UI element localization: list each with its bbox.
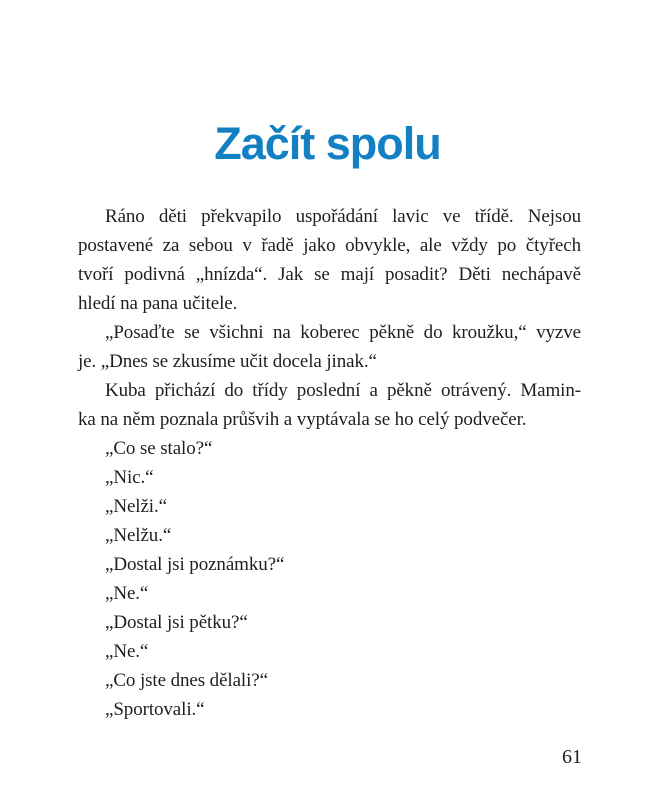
paragraph xyxy=(78,318,581,376)
paragraph xyxy=(78,579,581,608)
text-line: Ráno děti překvapilo uspořádání lavic ve třídě. Nejsou xyxy=(105,206,581,227)
text-line: „Nelžu.“ xyxy=(105,525,172,546)
page-title: Začít spolu xyxy=(214,118,441,170)
text-line: „Dostal jsi poznámku?“ xyxy=(105,554,285,575)
paragraph xyxy=(78,521,581,550)
text-line: „Sportovali.“ xyxy=(105,699,205,720)
paragraph xyxy=(78,666,581,695)
text-line: ka na něm poznala průšvih a vyptávala se ho celý podvečer. xyxy=(78,409,527,430)
paragraph xyxy=(78,492,581,521)
page-body xyxy=(78,202,581,724)
paragraph xyxy=(78,608,581,637)
text-line: „Co se stalo?“ xyxy=(105,438,213,459)
text-line: „Dostal jsi pětku?“ xyxy=(105,612,248,633)
paragraph xyxy=(78,463,581,492)
text-line: hledí na pana učitele. xyxy=(78,293,238,314)
paragraph xyxy=(78,637,581,666)
text-line: „Nic.“ xyxy=(105,467,154,488)
paragraph xyxy=(78,550,581,579)
page-number: 61 xyxy=(562,746,582,768)
paragraph xyxy=(78,202,581,318)
text-line: „Nelži.“ xyxy=(105,496,167,517)
text-line: „Co jste dnes dělali?“ xyxy=(105,670,268,691)
paragraph xyxy=(78,376,581,434)
text-line: tvoří podivná „hnízda“. Jak se mají posadit? Děti nechápavě xyxy=(78,264,581,285)
text-line: postavené za sebou v řadě jako obvykle, ale vždy po čtyřech xyxy=(78,235,581,256)
text-line: je. „Dnes se zkusíme učit docela jinak.“ xyxy=(78,351,377,372)
text-line: „Posaďte se všichni na koberec pěkně do kroužku,“ vyzve xyxy=(105,322,581,343)
text-line: Kuba přichází do třídy poslední a pěkně otrávený. Mamin- xyxy=(105,380,581,401)
text-line: „Ne.“ xyxy=(105,641,149,662)
paragraph xyxy=(78,695,581,724)
text-line: „Ne.“ xyxy=(105,583,149,604)
paragraph xyxy=(78,434,581,463)
